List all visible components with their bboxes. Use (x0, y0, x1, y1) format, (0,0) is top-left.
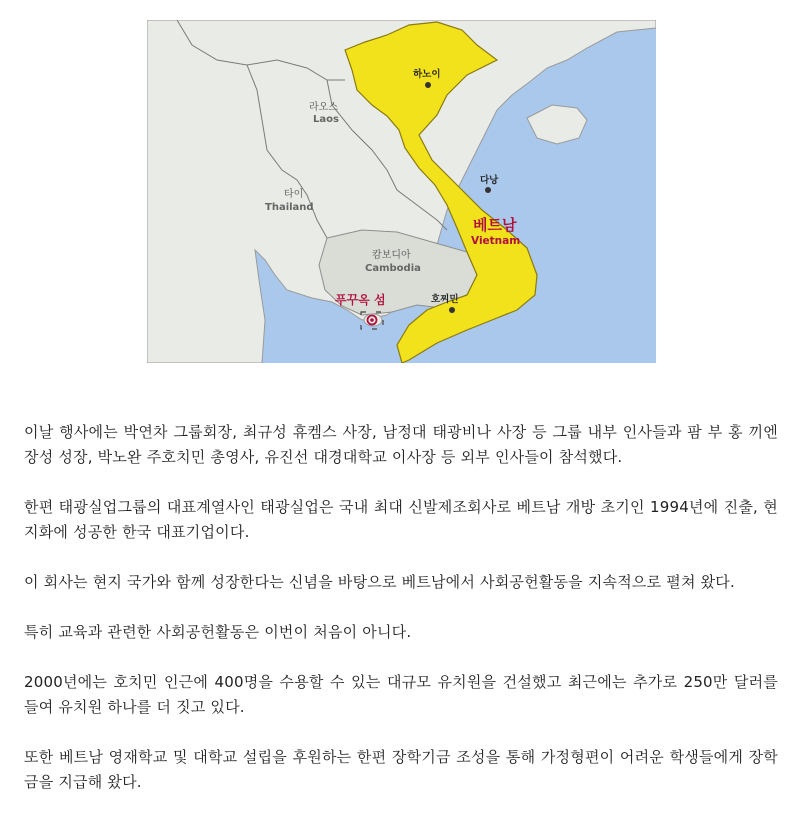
article-paragraph: 한편 태광실업그룹의 대표계열사인 태광실업은 국내 최대 신발제조회사로 베트남 개방 초기인 1994년에 진출, 현지화에 성공한 한국 대표기업이다. (24, 498, 778, 541)
article-body (24, 420, 778, 795)
hanoi-dot (425, 82, 431, 88)
thai-label-en: Thailand (265, 202, 314, 213)
laos-label-en: Laos (313, 114, 339, 125)
phuquoc-label: 푸꾸옥 섬 (335, 293, 386, 307)
vietnam-map (147, 20, 656, 363)
danang-dot (485, 187, 491, 193)
cambodia-label-ko: 캄보디아 (372, 250, 411, 261)
laos-label-ko: 라오스 (309, 102, 338, 113)
article-paragraph: 이날 행사에는 박연차 그룹회장, 최규성 휴켐스 사장, 남정대 태광비나 사장 등 그룹 내부 인사들과 팜 부 홍 끼엔장성 성장, 박노완 주호치민 총영사, 유진선 대경대학교 이사장 등 외부 인사들이 참석했다. (24, 423, 778, 466)
article-paragraph: 2000년에는 호치민 인근에 400명을 수용할 수 있는 대규모 유치원을 건설했고 최근에는 추가로 250만 달러를 들여 유치원 하나를 더 짓고 있다. (24, 673, 778, 716)
vietnam-label-ko: 베트남 (473, 216, 517, 234)
hcm-dot (449, 307, 455, 313)
hcm-label: 호찌민 (431, 294, 459, 305)
article-paragraph: 이 회사는 현지 국가와 함께 성장한다는 신념을 바탕으로 베트남에서 사회공헌활동을 지속적으로 펼쳐 왔다. (24, 573, 735, 591)
article-paragraph: 또한 베트남 영재학교 및 대학교 설립을 후원하는 한편 장학기금 조성을 통해 가정형편이 어려운 학생들에게 장학금을 지급해 왔다. (24, 748, 778, 791)
vietnam-label-en: Vietnam (471, 235, 521, 247)
map-graphic (147, 20, 656, 363)
article-paragraph: 특히 교육과 관련한 사회공헌활동은 이번이 처음이 아니다. (24, 623, 412, 641)
phuquoc-marker-center (370, 318, 374, 322)
hanoi-label: 하노이 (413, 69, 441, 80)
cambodia-label-en: Cambodia (365, 263, 421, 274)
thai-label-ko: 타이 (284, 189, 304, 200)
danang-label: 다낭 (480, 175, 499, 186)
